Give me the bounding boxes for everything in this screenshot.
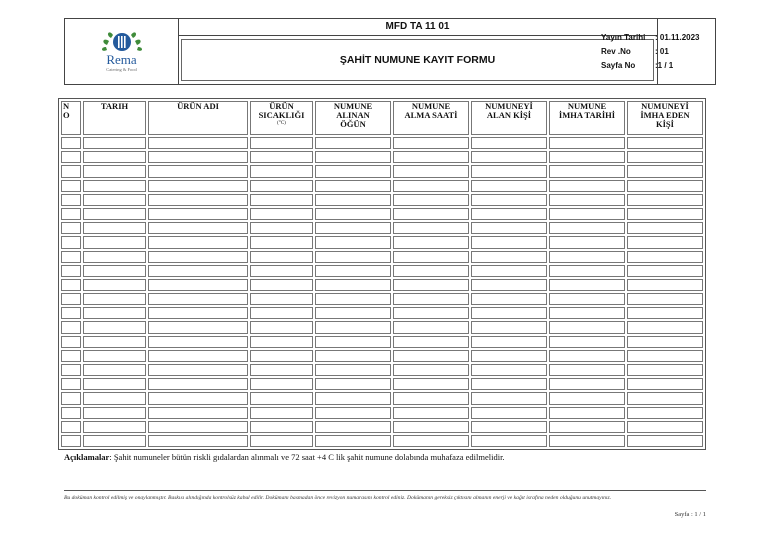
table-cell[interactable] — [148, 222, 248, 234]
note-label: Açıklamalar — [64, 452, 110, 462]
table-cell[interactable] — [148, 364, 248, 376]
table-cell[interactable] — [250, 236, 313, 248]
table-cell[interactable] — [549, 435, 625, 447]
table-cell[interactable] — [250, 392, 313, 404]
table-cell[interactable] — [61, 165, 81, 177]
meta-value: : 01 — [655, 47, 669, 56]
table-cell[interactable] — [549, 279, 625, 291]
table-cell[interactable] — [61, 194, 81, 206]
table-cell[interactable] — [83, 293, 146, 305]
table-cell[interactable] — [83, 180, 146, 192]
table-cell[interactable] — [393, 165, 469, 177]
table-cell[interactable] — [148, 208, 248, 220]
table-cell[interactable] — [83, 321, 146, 333]
document-code: MFD TA 11 01 — [178, 19, 658, 36]
table-cell[interactable] — [549, 236, 625, 248]
column-header-disposed-by: NUMUNEYİ İMHA EDEN KİŞİ — [627, 101, 703, 135]
table-cell[interactable] — [83, 364, 146, 376]
table-cell[interactable] — [627, 194, 703, 206]
table-row — [61, 392, 703, 404]
table-cell[interactable] — [61, 392, 81, 404]
table-cell[interactable] — [250, 435, 313, 447]
table-row — [61, 180, 703, 192]
table-cell[interactable] — [61, 222, 81, 234]
table-cell[interactable] — [315, 336, 391, 348]
table-cell[interactable] — [393, 435, 469, 447]
table-cell[interactable] — [393, 236, 469, 248]
explanation-note — [64, 452, 505, 462]
table-cell[interactable] — [315, 392, 391, 404]
table-cell[interactable] — [549, 293, 625, 305]
table-row — [61, 421, 703, 433]
table-cell[interactable] — [250, 180, 313, 192]
table-cell[interactable] — [148, 293, 248, 305]
table-cell[interactable] — [315, 279, 391, 291]
table-cell[interactable] — [627, 336, 703, 348]
table-cell[interactable] — [393, 307, 469, 319]
table-cell[interactable] — [471, 378, 547, 390]
table-cell[interactable] — [471, 151, 547, 163]
table-cell[interactable] — [250, 151, 313, 163]
table-cell[interactable] — [627, 378, 703, 390]
table-cell[interactable] — [627, 321, 703, 333]
table-cell[interactable] — [393, 421, 469, 433]
table-cell[interactable] — [627, 151, 703, 163]
table-cell[interactable] — [148, 165, 248, 177]
table-cell[interactable] — [83, 435, 146, 447]
table-cell[interactable] — [83, 165, 146, 177]
table-cell[interactable] — [627, 222, 703, 234]
table-cell[interactable] — [549, 364, 625, 376]
table-cell[interactable] — [549, 350, 625, 362]
table-row — [61, 307, 703, 319]
table-cell[interactable] — [61, 265, 81, 277]
table-cell[interactable] — [61, 137, 81, 149]
table-cell[interactable] — [549, 165, 625, 177]
column-header-sample-time: NUMUNE ALMA SAATİ — [393, 101, 469, 135]
table-cell[interactable] — [393, 180, 469, 192]
table-cell[interactable] — [471, 350, 547, 362]
table-cell[interactable] — [393, 293, 469, 305]
table-cell[interactable] — [315, 180, 391, 192]
table-cell[interactable] — [471, 392, 547, 404]
table-cell[interactable] — [61, 293, 81, 305]
table-cell[interactable] — [549, 407, 625, 419]
table-cell[interactable] — [627, 180, 703, 192]
table-cell[interactable] — [148, 251, 248, 263]
table-cell[interactable] — [627, 265, 703, 277]
table-cell[interactable] — [471, 180, 547, 192]
table-cell[interactable] — [393, 208, 469, 220]
table-cell[interactable] — [61, 279, 81, 291]
table-cell[interactable] — [627, 137, 703, 149]
table-row — [61, 151, 703, 163]
table-cell[interactable] — [315, 321, 391, 333]
table-cell[interactable] — [627, 165, 703, 177]
table-cell[interactable] — [83, 236, 146, 248]
table-cell[interactable] — [148, 180, 248, 192]
title-frame — [181, 39, 654, 81]
table-cell[interactable] — [627, 392, 703, 404]
table-cell[interactable] — [393, 151, 469, 163]
table-cell[interactable] — [627, 251, 703, 263]
table-cell[interactable] — [627, 236, 703, 248]
table-cell[interactable] — [148, 336, 248, 348]
table-cell[interactable] — [83, 251, 146, 263]
sample-record-table — [58, 98, 706, 450]
table-cell[interactable] — [83, 407, 146, 419]
note-text: : Şahit numuneler bütün riskli gıdalardan alınmalı ve 72 saat +4 C lik şahit numune dolabında muhafaza edilmelidir. — [109, 452, 505, 462]
table-cell[interactable] — [61, 364, 81, 376]
table-cell[interactable] — [315, 350, 391, 362]
table-cell[interactable] — [61, 321, 81, 333]
meta-label: Rev .No — [601, 47, 631, 56]
table-cell[interactable] — [315, 208, 391, 220]
table-cell[interactable] — [393, 336, 469, 348]
column-header-date: TARIH — [83, 101, 146, 135]
table-cell[interactable] — [250, 421, 313, 433]
table-cell[interactable] — [393, 251, 469, 263]
table-cell[interactable] — [315, 236, 391, 248]
table-row — [61, 236, 703, 248]
table-cell[interactable] — [148, 194, 248, 206]
table-cell[interactable] — [83, 307, 146, 319]
table-cell[interactable] — [83, 350, 146, 362]
table-cell[interactable] — [471, 194, 547, 206]
footer-divider — [64, 490, 706, 491]
table-cell[interactable] — [315, 435, 391, 447]
column-header-disposal-date: NUMUNE İMHA TARİHİ — [549, 101, 625, 135]
table-cell[interactable] — [315, 251, 391, 263]
table-row — [61, 251, 703, 263]
table-cell[interactable] — [250, 265, 313, 277]
table-cell[interactable] — [250, 336, 313, 348]
table-cell[interactable] — [393, 137, 469, 149]
table-cell[interactable] — [250, 407, 313, 419]
table-cell[interactable] — [549, 378, 625, 390]
table-cell[interactable] — [148, 279, 248, 291]
table-cell[interactable] — [83, 279, 146, 291]
table-cell[interactable] — [250, 222, 313, 234]
table-cell[interactable] — [61, 180, 81, 192]
column-header-product-name: ÜRÜN ADI — [148, 101, 248, 135]
table-cell[interactable] — [549, 321, 625, 333]
table-cell[interactable] — [148, 350, 248, 362]
table-row — [61, 222, 703, 234]
table-cell[interactable] — [250, 307, 313, 319]
table-cell[interactable] — [148, 321, 248, 333]
table-cell[interactable] — [148, 407, 248, 419]
table-cell[interactable] — [250, 378, 313, 390]
logo-text: Rema — [106, 52, 137, 67]
table-cell[interactable] — [61, 336, 81, 348]
table-cell[interactable] — [393, 279, 469, 291]
table-cell[interactable] — [148, 236, 248, 248]
table-row — [61, 165, 703, 177]
column-header-no: N O — [61, 101, 81, 135]
table-cell[interactable] — [315, 407, 391, 419]
table-cell[interactable] — [549, 421, 625, 433]
table-row — [61, 350, 703, 362]
table-cell[interactable] — [627, 435, 703, 447]
table-cell[interactable] — [83, 336, 146, 348]
table-cell[interactable] — [315, 165, 391, 177]
table-cell[interactable] — [315, 293, 391, 305]
table-cell[interactable] — [61, 435, 81, 447]
table-cell[interactable] — [393, 392, 469, 404]
table-cell[interactable] — [471, 222, 547, 234]
table-cell[interactable] — [83, 151, 146, 163]
table-cell[interactable] — [315, 222, 391, 234]
table-cell[interactable] — [627, 208, 703, 220]
table-cell[interactable] — [61, 208, 81, 220]
table-cell[interactable] — [471, 435, 547, 447]
table-cell[interactable] — [471, 208, 547, 220]
table-cell[interactable] — [83, 421, 146, 433]
table-cell[interactable] — [471, 137, 547, 149]
table-cell[interactable] — [549, 392, 625, 404]
column-header-product-temperature: ÜRÜN SICAKLIĞI (°C) — [250, 101, 313, 135]
document-header — [64, 18, 716, 85]
table-cell[interactable] — [148, 151, 248, 163]
table-cell[interactable] — [250, 350, 313, 362]
table-cell[interactable] — [250, 194, 313, 206]
table-cell[interactable] — [315, 378, 391, 390]
table-cell[interactable] — [393, 321, 469, 333]
table-cell[interactable] — [549, 222, 625, 234]
table-cell[interactable] — [393, 265, 469, 277]
table-row — [61, 321, 703, 333]
table-cell[interactable] — [471, 407, 547, 419]
table-cell[interactable] — [250, 293, 313, 305]
table-cell[interactable] — [83, 222, 146, 234]
table-cell[interactable] — [471, 293, 547, 305]
table-cell[interactable] — [393, 407, 469, 419]
table-row — [61, 265, 703, 277]
table-cell[interactable] — [627, 364, 703, 376]
table-cell[interactable] — [549, 208, 625, 220]
table-cell[interactable] — [471, 336, 547, 348]
table-cell[interactable] — [61, 151, 81, 163]
table-cell[interactable] — [549, 194, 625, 206]
table-cell[interactable] — [549, 251, 625, 263]
meta-value: :1 / 1 — [655, 61, 674, 70]
table-header-row — [61, 101, 703, 135]
table-cell[interactable] — [250, 165, 313, 177]
table-cell[interactable] — [61, 421, 81, 433]
logo-cell — [65, 19, 179, 84]
column-header-sampled-by: NUMUNEYİ ALAN KİŞİ — [471, 101, 547, 135]
table-cell[interactable] — [471, 165, 547, 177]
table-cell[interactable] — [315, 265, 391, 277]
table-row — [61, 279, 703, 291]
column-header-meal: NUMUNE ALINAN ÖĞÜN — [315, 101, 391, 135]
table-cell[interactable] — [83, 208, 146, 220]
table-cell[interactable] — [250, 251, 313, 263]
table-cell[interactable] — [61, 407, 81, 419]
table-cell[interactable] — [315, 194, 391, 206]
meta-label: Yayın Tarihi — [601, 33, 646, 42]
meta-publish-date — [601, 33, 699, 42]
table-cell[interactable] — [549, 137, 625, 149]
table-cell[interactable] — [61, 251, 81, 263]
table-cell[interactable] — [471, 279, 547, 291]
table-cell[interactable] — [471, 321, 547, 333]
meta-label: Sayfa No — [601, 61, 636, 70]
table-cell[interactable] — [61, 307, 81, 319]
table-cell[interactable] — [250, 137, 313, 149]
meta-value: : 01.11.2023 — [655, 33, 700, 42]
table-cell[interactable] — [393, 364, 469, 376]
table-row — [61, 435, 703, 447]
table-cell[interactable] — [471, 421, 547, 433]
table-cell[interactable] — [148, 392, 248, 404]
table-cell[interactable] — [148, 378, 248, 390]
table-cell[interactable] — [627, 293, 703, 305]
table-cell[interactable] — [627, 279, 703, 291]
table-cell[interactable] — [83, 194, 146, 206]
footer-disclaimer: Bu doküman kontrol edilmiş ve onaylanmıştır. Baskısı alındığında kontrolsüz kabul edilir. Dokümanı basmadan önce revizyon numarasını kontrol ediniz. Dokümanın gereksiz çıktısını almanın enerji ve kağıt israfına neden olduğunu unutmayınız. — [64, 495, 612, 501]
table-cell[interactable] — [250, 279, 313, 291]
table-cell[interactable] — [549, 336, 625, 348]
table-cell[interactable] — [315, 421, 391, 433]
table-row — [61, 208, 703, 220]
table-cell[interactable] — [83, 265, 146, 277]
table-cell[interactable] — [549, 307, 625, 319]
table-cell[interactable] — [393, 378, 469, 390]
table-cell[interactable] — [148, 307, 248, 319]
table-cell[interactable] — [315, 151, 391, 163]
table-cell[interactable] — [627, 421, 703, 433]
table-cell[interactable] — [471, 251, 547, 263]
form-title: ŞAHİT NUMUNE KAYIT FORMU — [178, 36, 658, 84]
table-cell[interactable] — [315, 364, 391, 376]
table-cell[interactable] — [148, 421, 248, 433]
table-row — [61, 364, 703, 376]
table-cell[interactable] — [315, 137, 391, 149]
table-body — [61, 137, 703, 447]
footer-page-number: Sayfa : 1 / 1 — [674, 511, 706, 518]
meta-revision — [601, 47, 669, 56]
table-cell[interactable] — [627, 350, 703, 362]
table-cell[interactable] — [393, 222, 469, 234]
table-row — [61, 137, 703, 149]
table-cell[interactable] — [61, 236, 81, 248]
table-row — [61, 194, 703, 206]
table-cell[interactable] — [250, 208, 313, 220]
table-cell[interactable] — [148, 435, 248, 447]
table-row — [61, 378, 703, 390]
table-cell[interactable] — [83, 378, 146, 390]
table-cell[interactable] — [471, 364, 547, 376]
table-cell[interactable] — [148, 137, 248, 149]
table-cell[interactable] — [61, 378, 81, 390]
logo-subtext: Catering & Food — [106, 67, 137, 72]
table-cell[interactable] — [549, 151, 625, 163]
table-cell[interactable] — [83, 392, 146, 404]
table-cell[interactable] — [471, 265, 547, 277]
table-cell[interactable] — [393, 350, 469, 362]
table-cell[interactable] — [471, 307, 547, 319]
table-cell[interactable] — [549, 265, 625, 277]
table-cell[interactable] — [627, 407, 703, 419]
table-cell[interactable] — [393, 194, 469, 206]
table-cell[interactable] — [471, 236, 547, 248]
table-cell[interactable] — [250, 321, 313, 333]
table-row — [61, 293, 703, 305]
table-cell[interactable] — [61, 350, 81, 362]
table-cell[interactable] — [83, 137, 146, 149]
table-row — [61, 336, 703, 348]
table-row — [61, 407, 703, 419]
meta-page-number — [601, 61, 673, 70]
table-cell[interactable] — [250, 364, 313, 376]
table-cell[interactable] — [148, 265, 248, 277]
table-cell[interactable] — [549, 180, 625, 192]
table-cell[interactable] — [627, 307, 703, 319]
table-cell[interactable] — [315, 307, 391, 319]
